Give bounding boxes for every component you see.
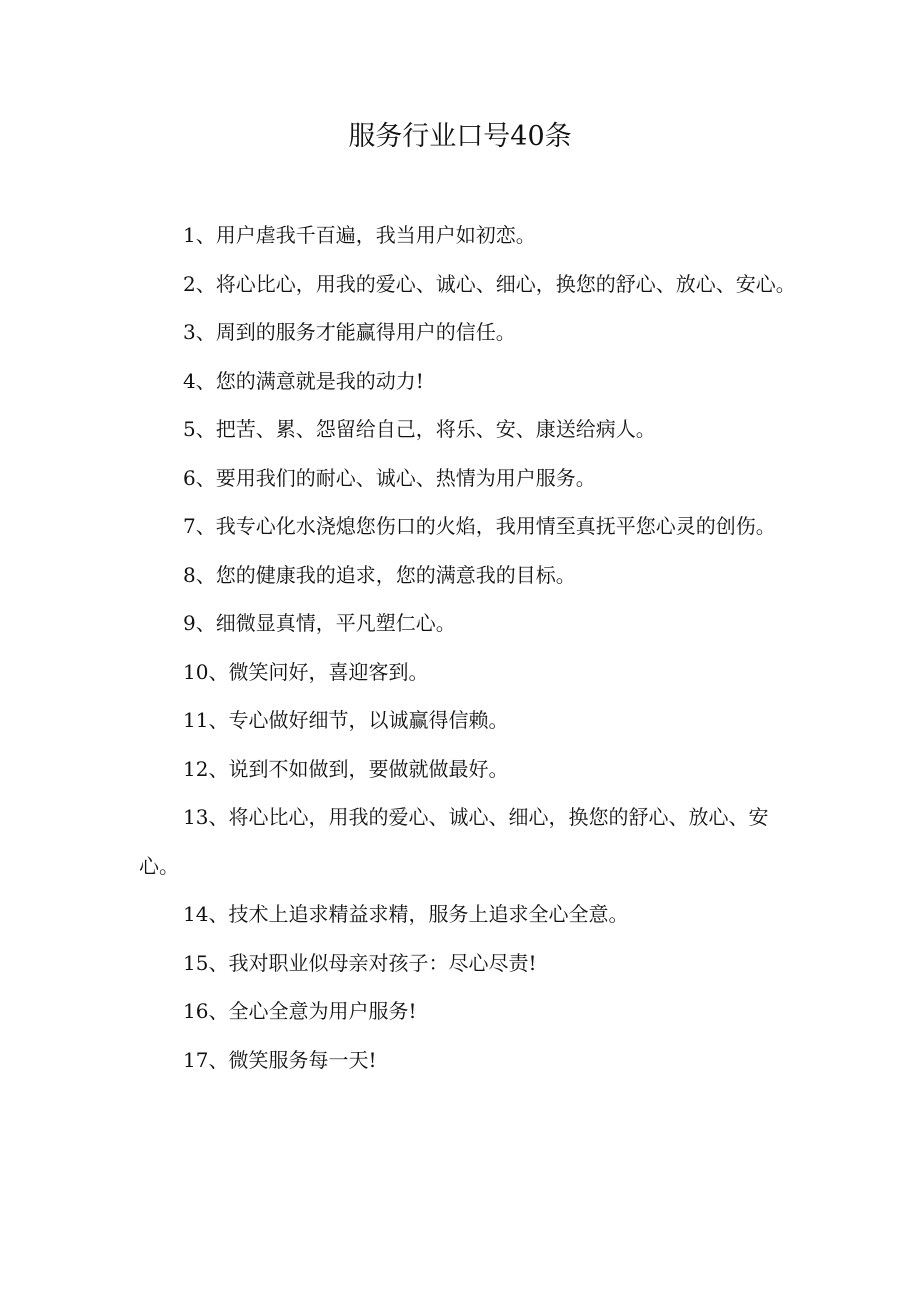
slogan-item-15: 15、我对职业似母亲对孩子：尽心尽责! bbox=[183, 950, 537, 975]
slogan-item-7: 7、我专心化水浇熄您伤口的火焰，我用情至真抚平您心灵的创伤。 bbox=[183, 514, 776, 538]
slogan-item-6: 6、要用我们的耐心、诚心、热情为用户服务。 bbox=[183, 465, 596, 490]
document-title: 服务行业口号40条 bbox=[348, 121, 572, 152]
slogan-item-3: 3、周到的服务才能赢得用户的信任。 bbox=[183, 320, 516, 344]
slogan-item-2: 2、将心比心，用我的爱心、诚心、细心，换您的舒心、放心、安心。 bbox=[183, 271, 796, 296]
slogan-item-9: 9、细微显真情，平凡塑仁心。 bbox=[183, 611, 456, 635]
slogan-item-5: 5、把苦、累、怨留给自己，将乐、安、康送给病人。 bbox=[183, 417, 656, 441]
slogan-item-1: 1、用户虐我千百遍，我当用户如初恋。 bbox=[183, 223, 536, 247]
slogan-item-10: 10、微笑问好，喜迎客到。 bbox=[183, 659, 429, 684]
slogan-item-8: 8、您的健康我的追求，您的满意我的目标。 bbox=[183, 562, 576, 587]
slogan-item-14: 14、技术上追求精益求精，服务上追求全心全意。 bbox=[183, 902, 629, 926]
slogan-item-16: 16、全心全意为用户服务! bbox=[183, 999, 417, 1023]
slogan-item-12: 12、说到不如做到，要做就做最好。 bbox=[183, 756, 509, 781]
slogan-item-4: 4、您的满意就是我的动力! bbox=[183, 368, 424, 393]
slogan-item-11: 11、专心做好细节，以诚赢得信赖。 bbox=[183, 708, 509, 732]
slogan-item-13: 13、将心比心，用我的爱心、诚心、细心，换您的舒心、放心、安心。 bbox=[139, 805, 769, 878]
slogan-list bbox=[139, 211, 799, 1084]
slogan-item-17: 17、微笑服务每一天! bbox=[183, 1047, 377, 1072]
